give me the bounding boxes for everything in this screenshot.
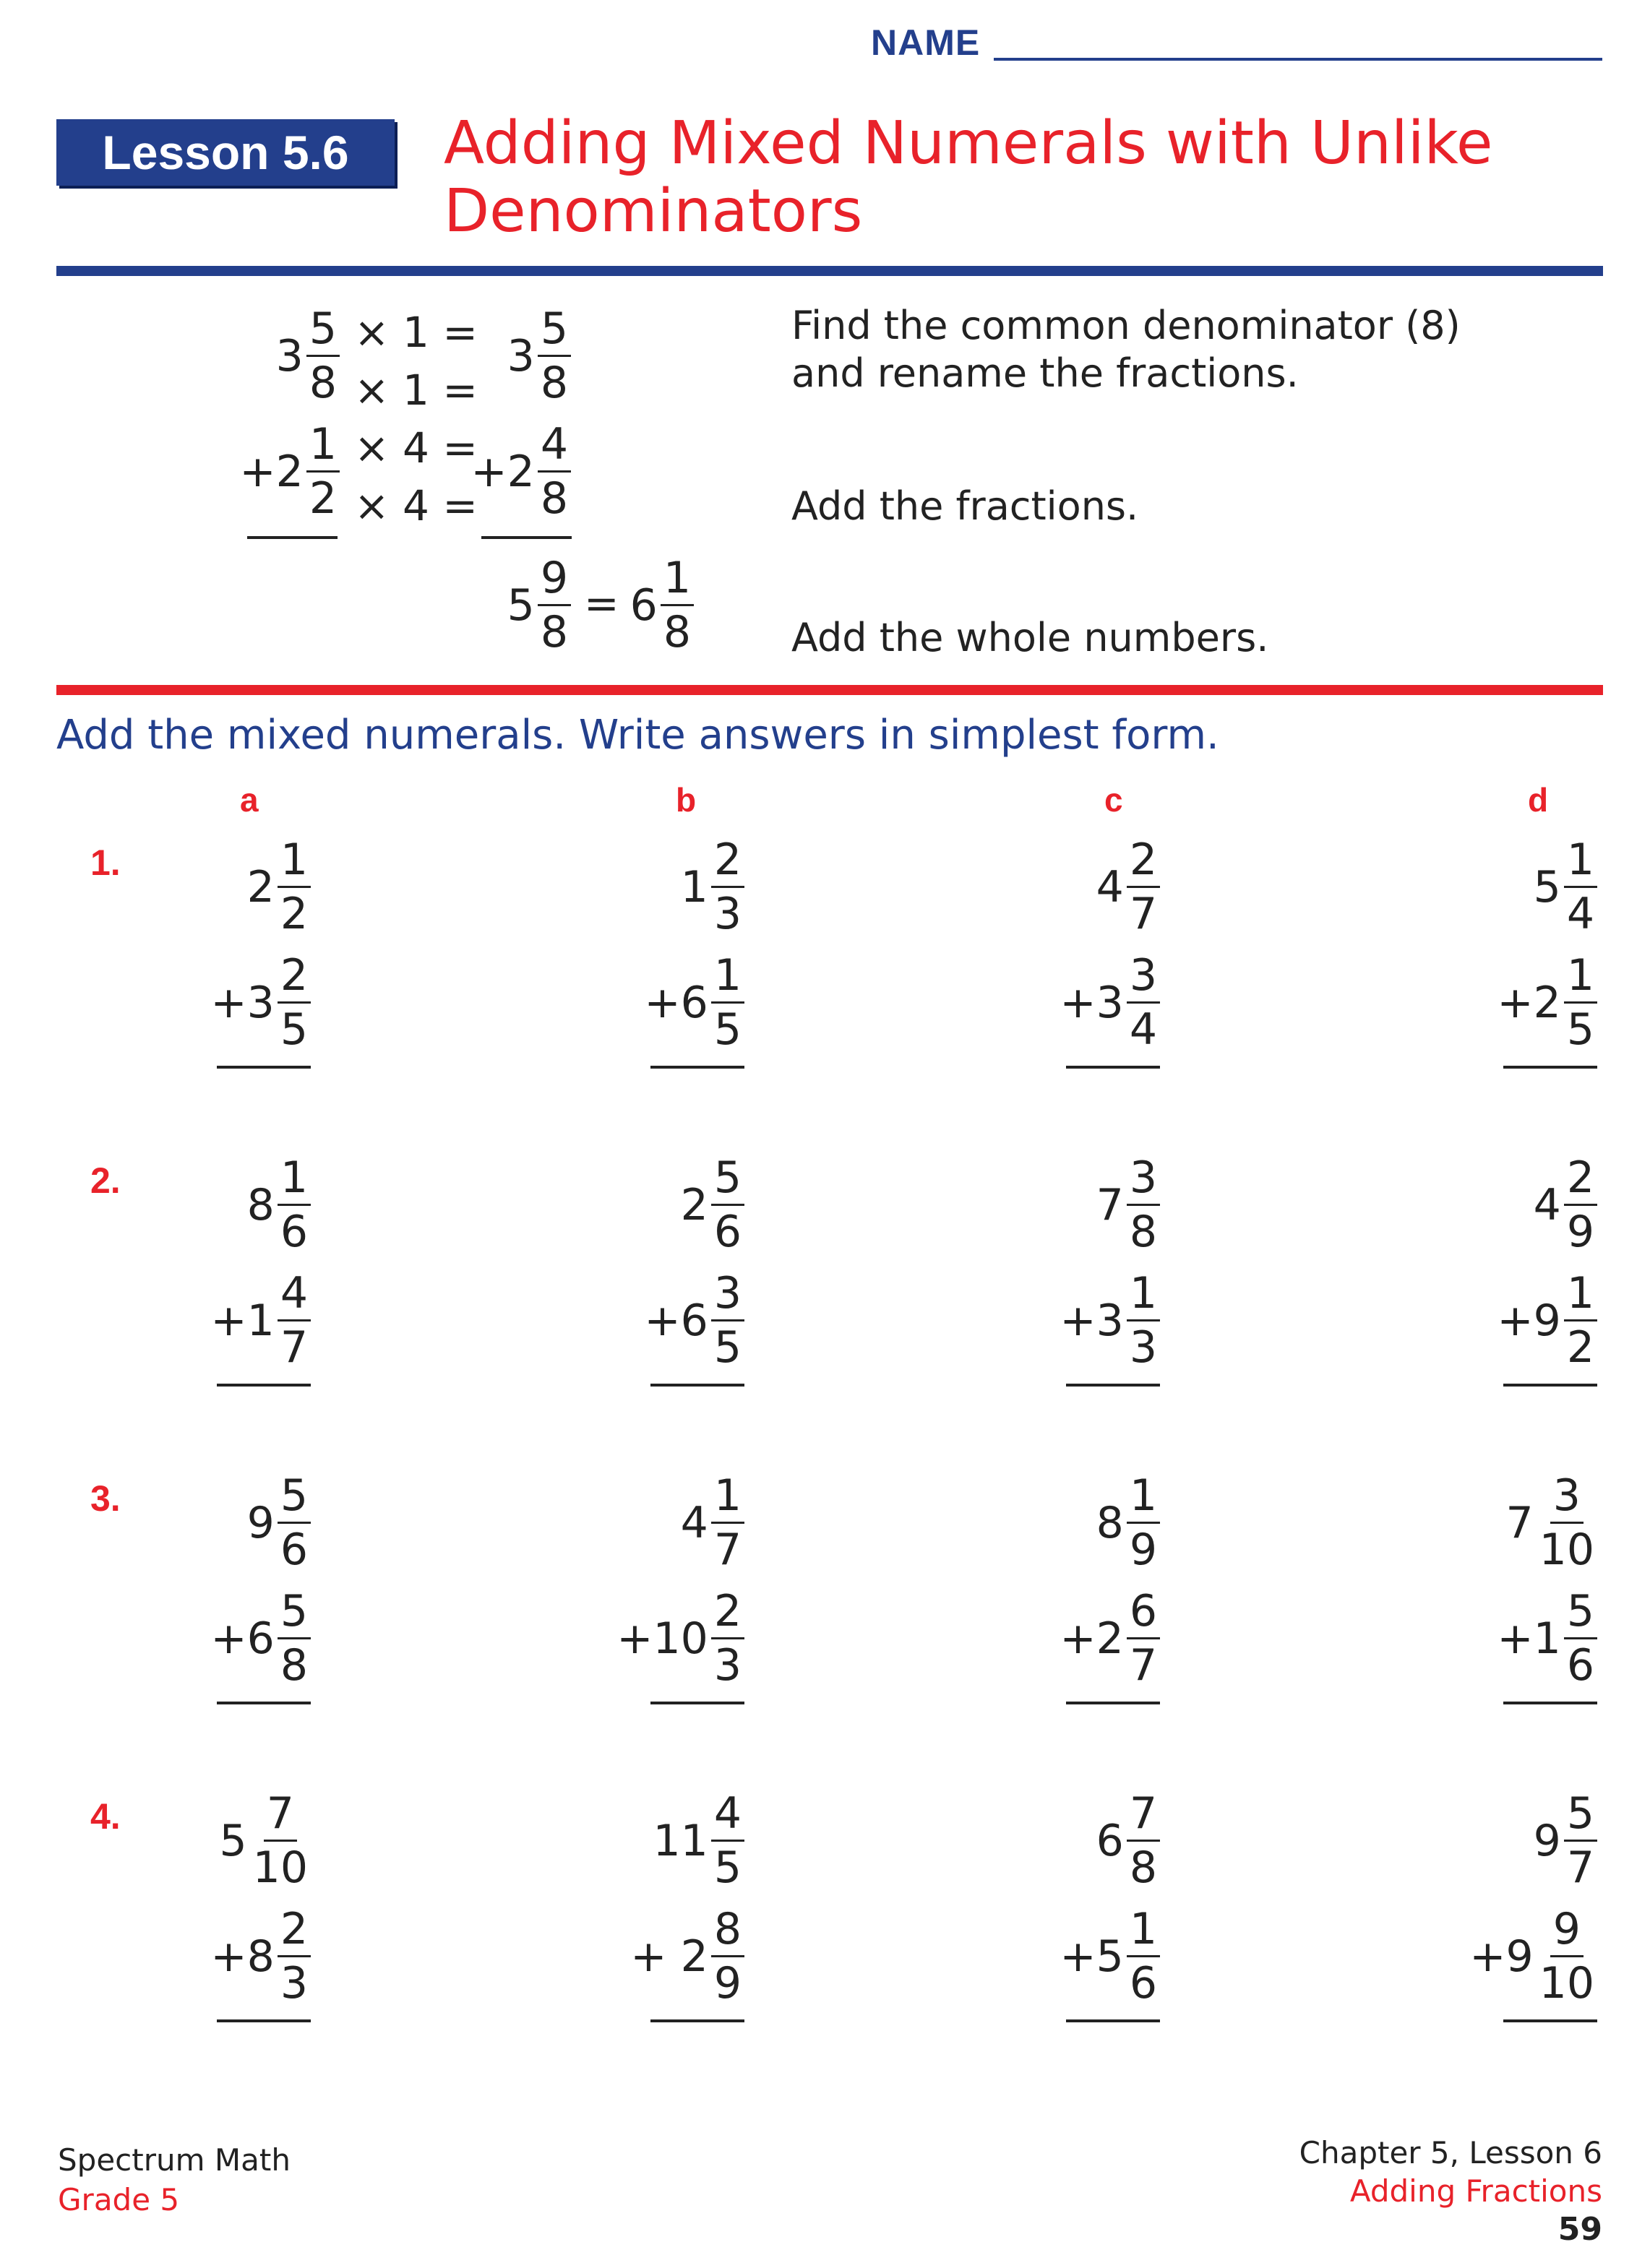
numerator: 9	[538, 556, 571, 606]
denominator: 7	[1129, 889, 1157, 939]
denominator: 5	[713, 1322, 742, 1373]
numerator: 4	[538, 423, 571, 473]
numerator: 5	[306, 307, 340, 357]
whole: 2	[680, 1179, 708, 1230]
addend-top	[1424, 1152, 1597, 1257]
whole: 5	[219, 1815, 247, 1866]
addend-top	[1424, 835, 1597, 939]
footer-series: Spectrum Math	[58, 2142, 291, 2178]
fraction	[1127, 1152, 1160, 1257]
fraction	[278, 1470, 311, 1575]
denominator: 3	[280, 1958, 308, 2009]
fraction	[278, 1904, 311, 2009]
addend-top	[137, 1788, 311, 1893]
fraction	[538, 303, 571, 408]
denominator: 8	[540, 473, 568, 524]
numerator: 5	[278, 1474, 311, 1524]
whole: +2	[470, 446, 535, 497]
example-multiplier: × 1 =	[354, 366, 478, 415]
denominator: 6	[1129, 1958, 1157, 2009]
example-multiplier: × 4 =	[354, 481, 478, 530]
numerator: 5	[711, 1156, 744, 1206]
numerator: 3	[711, 1272, 744, 1321]
fraction	[1127, 1586, 1160, 1691]
fraction	[711, 1152, 744, 1257]
addend-bottom	[1424, 1904, 1597, 2009]
fraction	[1537, 1470, 1597, 1575]
column-label-b: b	[676, 781, 697, 819]
whole: + 2	[630, 1931, 708, 1982]
example-simplified	[622, 553, 694, 657]
denominator: 9	[1129, 1525, 1157, 1575]
fraction	[1127, 950, 1160, 1055]
numerator: 1	[1564, 1272, 1597, 1321]
column-label-c: c	[1104, 781, 1123, 819]
numerator: 1	[1564, 838, 1597, 888]
fraction	[278, 950, 311, 1055]
answer-line[interactable]	[217, 1066, 311, 1069]
addend-top	[987, 1788, 1160, 1893]
fraction	[278, 1152, 311, 1257]
denominator: 8	[309, 358, 337, 408]
problem-number: 2.	[90, 1160, 121, 1201]
example-sum	[470, 553, 571, 657]
numerator: 5	[278, 1590, 311, 1639]
denominator: 10	[252, 1842, 308, 1893]
answer-line[interactable]	[217, 2019, 311, 2022]
directions: Add the mixed numerals. Write answers in simplest form.	[56, 712, 1219, 759]
answer-line[interactable]	[1503, 1702, 1597, 1704]
addend-top	[1424, 1470, 1597, 1575]
denominator: 5	[713, 1004, 742, 1055]
numerator: 9	[1550, 1907, 1584, 1957]
fraction	[1127, 1788, 1160, 1893]
fraction	[306, 303, 340, 408]
whole: +8	[210, 1931, 275, 1982]
denominator: 2	[309, 473, 337, 524]
addend-bottom	[1424, 950, 1597, 1055]
fraction	[1564, 1268, 1597, 1373]
addend-top	[571, 1788, 744, 1893]
lesson-badge: Lesson 5.6	[56, 119, 395, 186]
divider-blue	[56, 266, 1603, 276]
denominator: 6	[1566, 1640, 1594, 1691]
denominator: 8	[540, 358, 568, 408]
whole: 2	[246, 861, 275, 913]
numerator: 8	[711, 1907, 744, 1957]
page-number: 59	[1557, 2211, 1602, 2248]
name-line[interactable]	[994, 58, 1602, 61]
denominator: 8	[1129, 1842, 1157, 1893]
fraction	[1564, 835, 1597, 939]
whole: +2	[1497, 977, 1561, 1028]
name-label: NAME	[871, 22, 981, 63]
addend-bottom	[137, 1586, 311, 1691]
addend-top	[571, 1470, 744, 1575]
column-label-d: d	[1528, 781, 1549, 819]
divider-red	[56, 685, 1603, 695]
addend-bottom	[137, 950, 311, 1055]
numerator: 2	[278, 1907, 311, 1957]
addend-bottom	[987, 1904, 1160, 2009]
denominator: 8	[1129, 1207, 1157, 1257]
numerator: 3	[1127, 1156, 1160, 1206]
addend-bottom	[571, 1268, 744, 1373]
numerator: 4	[278, 1272, 311, 1321]
fraction	[278, 1268, 311, 1373]
fraction	[1127, 1904, 1160, 2009]
denominator: 3	[1129, 1322, 1157, 1373]
footer-chapter: Chapter 5, Lesson 6	[1299, 2135, 1602, 2170]
whole: 9	[246, 1497, 275, 1548]
denominator: 2	[1566, 1322, 1594, 1373]
denominator: 7	[1566, 1842, 1594, 1893]
whole: 11	[653, 1815, 708, 1866]
whole: +2	[1060, 1613, 1124, 1664]
addend-top	[987, 835, 1160, 939]
title-line-1: Adding Mixed Numerals with Unlike	[444, 109, 1493, 178]
whole: 7	[1096, 1179, 1124, 1230]
example-renamed-1	[448, 303, 571, 408]
fraction	[1564, 1152, 1597, 1257]
whole: 8	[1096, 1497, 1124, 1548]
fraction	[1127, 1268, 1160, 1373]
answer-line[interactable]	[217, 1384, 311, 1387]
footer-grade: Grade 5	[58, 2182, 180, 2217]
denominator: 6	[280, 1207, 308, 1257]
problem-number: 1.	[90, 842, 121, 883]
addend-bottom	[571, 950, 744, 1055]
denominator: 7	[280, 1322, 308, 1373]
footer-topic: Adding Fractions	[1349, 2173, 1602, 2209]
numerator: 2	[711, 838, 744, 888]
answer-line[interactable]	[1066, 1384, 1160, 1387]
addend-bottom	[1424, 1268, 1597, 1373]
denominator: 7	[713, 1525, 742, 1575]
addend-bottom	[987, 1268, 1160, 1373]
fraction	[538, 553, 571, 657]
numerator: 1	[1127, 1907, 1160, 1957]
addend-top	[137, 1152, 311, 1257]
example-sum-line	[481, 536, 572, 539]
whole: +3	[210, 977, 275, 1028]
answer-line[interactable]	[1503, 1384, 1597, 1387]
whole: +6	[210, 1613, 275, 1664]
addend-bottom	[987, 1586, 1160, 1691]
whole: 3	[275, 330, 304, 381]
whole: 1	[680, 861, 708, 913]
denominator: 4	[1566, 889, 1594, 939]
numerator: 3	[1127, 954, 1160, 1004]
numerator: 7	[1127, 1792, 1160, 1842]
numerator: 2	[278, 954, 311, 1004]
example-renamed-2	[448, 419, 571, 524]
whole: 7	[1505, 1497, 1534, 1548]
addend-top	[137, 1470, 311, 1575]
whole: 6	[1096, 1815, 1124, 1866]
denominator: 9	[713, 1958, 742, 2009]
whole: +1	[1497, 1613, 1561, 1664]
step-1-line-1: Find the common denominator (8)	[791, 303, 1461, 348]
addend-bottom	[571, 1904, 744, 2009]
page-title	[444, 110, 1528, 246]
answer-line[interactable]	[650, 2019, 744, 2022]
whole: 5	[1533, 861, 1561, 913]
addend-bottom	[137, 1268, 311, 1373]
step-3: Add the whole numbers.	[791, 615, 1269, 660]
fraction	[306, 419, 340, 524]
fraction	[250, 1788, 311, 1893]
whole: +2	[239, 446, 304, 497]
denominator: 5	[713, 1842, 742, 1893]
denominator: 6	[713, 1207, 742, 1257]
numerator: 1	[1127, 1272, 1160, 1321]
numerator: 6	[1127, 1590, 1160, 1639]
fraction	[538, 419, 571, 524]
numerator: 7	[264, 1792, 297, 1842]
fraction	[711, 1470, 744, 1575]
denominator: 7	[1129, 1640, 1157, 1691]
numerator: 5	[1564, 1792, 1597, 1842]
whole: +3	[1060, 1295, 1124, 1346]
whole: 9	[1533, 1815, 1561, 1866]
denominator: 9	[1566, 1207, 1594, 1257]
column-label-a: a	[240, 781, 259, 819]
fraction	[711, 1586, 744, 1691]
step-1-line-2: and rename the fractions.	[791, 350, 1299, 396]
whole: 4	[1096, 861, 1124, 913]
numerator: 1	[1564, 954, 1597, 1004]
example-multiplier: × 1 =	[354, 308, 478, 357]
whole: 8	[246, 1179, 275, 1230]
denominator: 4	[1129, 1004, 1157, 1055]
fraction	[711, 835, 744, 939]
whole: +9	[1469, 1931, 1534, 1982]
numerator: 2	[1564, 1156, 1597, 1206]
numerator: 1	[1127, 1474, 1160, 1524]
answer-line[interactable]	[217, 1702, 311, 1704]
fraction	[278, 835, 311, 939]
title-line-2: Denominators	[444, 177, 863, 246]
addend-top	[137, 835, 311, 939]
answer-line[interactable]	[1503, 1066, 1597, 1069]
whole: 5	[507, 579, 535, 631]
fraction	[1537, 1904, 1597, 2009]
numerator: 1	[711, 954, 744, 1004]
fraction	[711, 1788, 744, 1893]
whole: 4	[680, 1497, 708, 1548]
denominator: 10	[1539, 1958, 1594, 2009]
problem-number: 4.	[90, 1796, 121, 1837]
step-2: Add the fractions.	[791, 483, 1139, 529]
numerator: 1	[661, 556, 694, 606]
answer-line[interactable]	[650, 1384, 744, 1387]
numerator: 1	[278, 1156, 311, 1206]
denominator: 8	[663, 607, 691, 657]
whole: +5	[1060, 1931, 1124, 1982]
example-sum-line	[247, 536, 338, 539]
numerator: 3	[1550, 1474, 1584, 1524]
denominator: 3	[713, 889, 742, 939]
fraction	[1564, 1788, 1597, 1893]
denominator: 6	[280, 1525, 308, 1575]
addend-bottom	[571, 1586, 744, 1691]
fraction	[661, 553, 694, 657]
problem-number: 3.	[90, 1478, 121, 1519]
numerator: 1	[306, 423, 340, 473]
addend-top	[987, 1470, 1160, 1575]
whole: 3	[507, 330, 535, 381]
numerator: 5	[538, 307, 571, 357]
fraction	[1127, 1470, 1160, 1575]
addend-bottom	[987, 950, 1160, 1055]
fraction	[711, 950, 744, 1055]
addend-top	[1424, 1788, 1597, 1893]
whole: +6	[644, 977, 708, 1028]
example-addend-1	[217, 303, 340, 408]
numerator: 2	[711, 1590, 744, 1639]
answer-line[interactable]	[1066, 2019, 1160, 2022]
whole: +10	[616, 1613, 708, 1664]
example-multiplier: × 4 =	[354, 423, 478, 473]
addend-bottom	[137, 1904, 311, 2009]
denominator: 8	[280, 1640, 308, 1691]
addend-top	[571, 1152, 744, 1257]
whole: +9	[1497, 1295, 1561, 1346]
addend-top	[571, 835, 744, 939]
whole: 4	[1533, 1179, 1561, 1230]
fraction	[278, 1586, 311, 1691]
whole: +3	[1060, 977, 1124, 1028]
denominator: 5	[1566, 1004, 1594, 1055]
numerator: 4	[711, 1792, 744, 1842]
answer-line[interactable]	[1503, 2019, 1597, 2022]
addend-top	[987, 1152, 1160, 1257]
example-addend-2	[217, 419, 340, 524]
equals-sign: =	[584, 579, 619, 628]
fraction	[711, 1904, 744, 2009]
denominator: 5	[280, 1004, 308, 1055]
fraction	[1564, 950, 1597, 1055]
answer-line[interactable]	[650, 1066, 744, 1069]
denominator: 10	[1539, 1525, 1594, 1575]
numerator: 1	[278, 838, 311, 888]
answer-line[interactable]	[1066, 1702, 1160, 1704]
denominator: 8	[540, 607, 568, 657]
fraction	[711, 1268, 744, 1373]
whole: 6	[630, 579, 658, 631]
fraction	[1564, 1586, 1597, 1691]
answer-line[interactable]	[1066, 1066, 1160, 1069]
answer-line[interactable]	[650, 1702, 744, 1704]
numerator: 5	[1564, 1590, 1597, 1639]
numerator: 1	[711, 1474, 744, 1524]
denominator: 3	[713, 1640, 742, 1691]
numerator: 2	[1127, 838, 1160, 888]
fraction	[1127, 835, 1160, 939]
denominator: 2	[280, 889, 308, 939]
whole: +6	[644, 1295, 708, 1346]
whole: +1	[210, 1295, 275, 1346]
addend-bottom	[1424, 1586, 1597, 1691]
